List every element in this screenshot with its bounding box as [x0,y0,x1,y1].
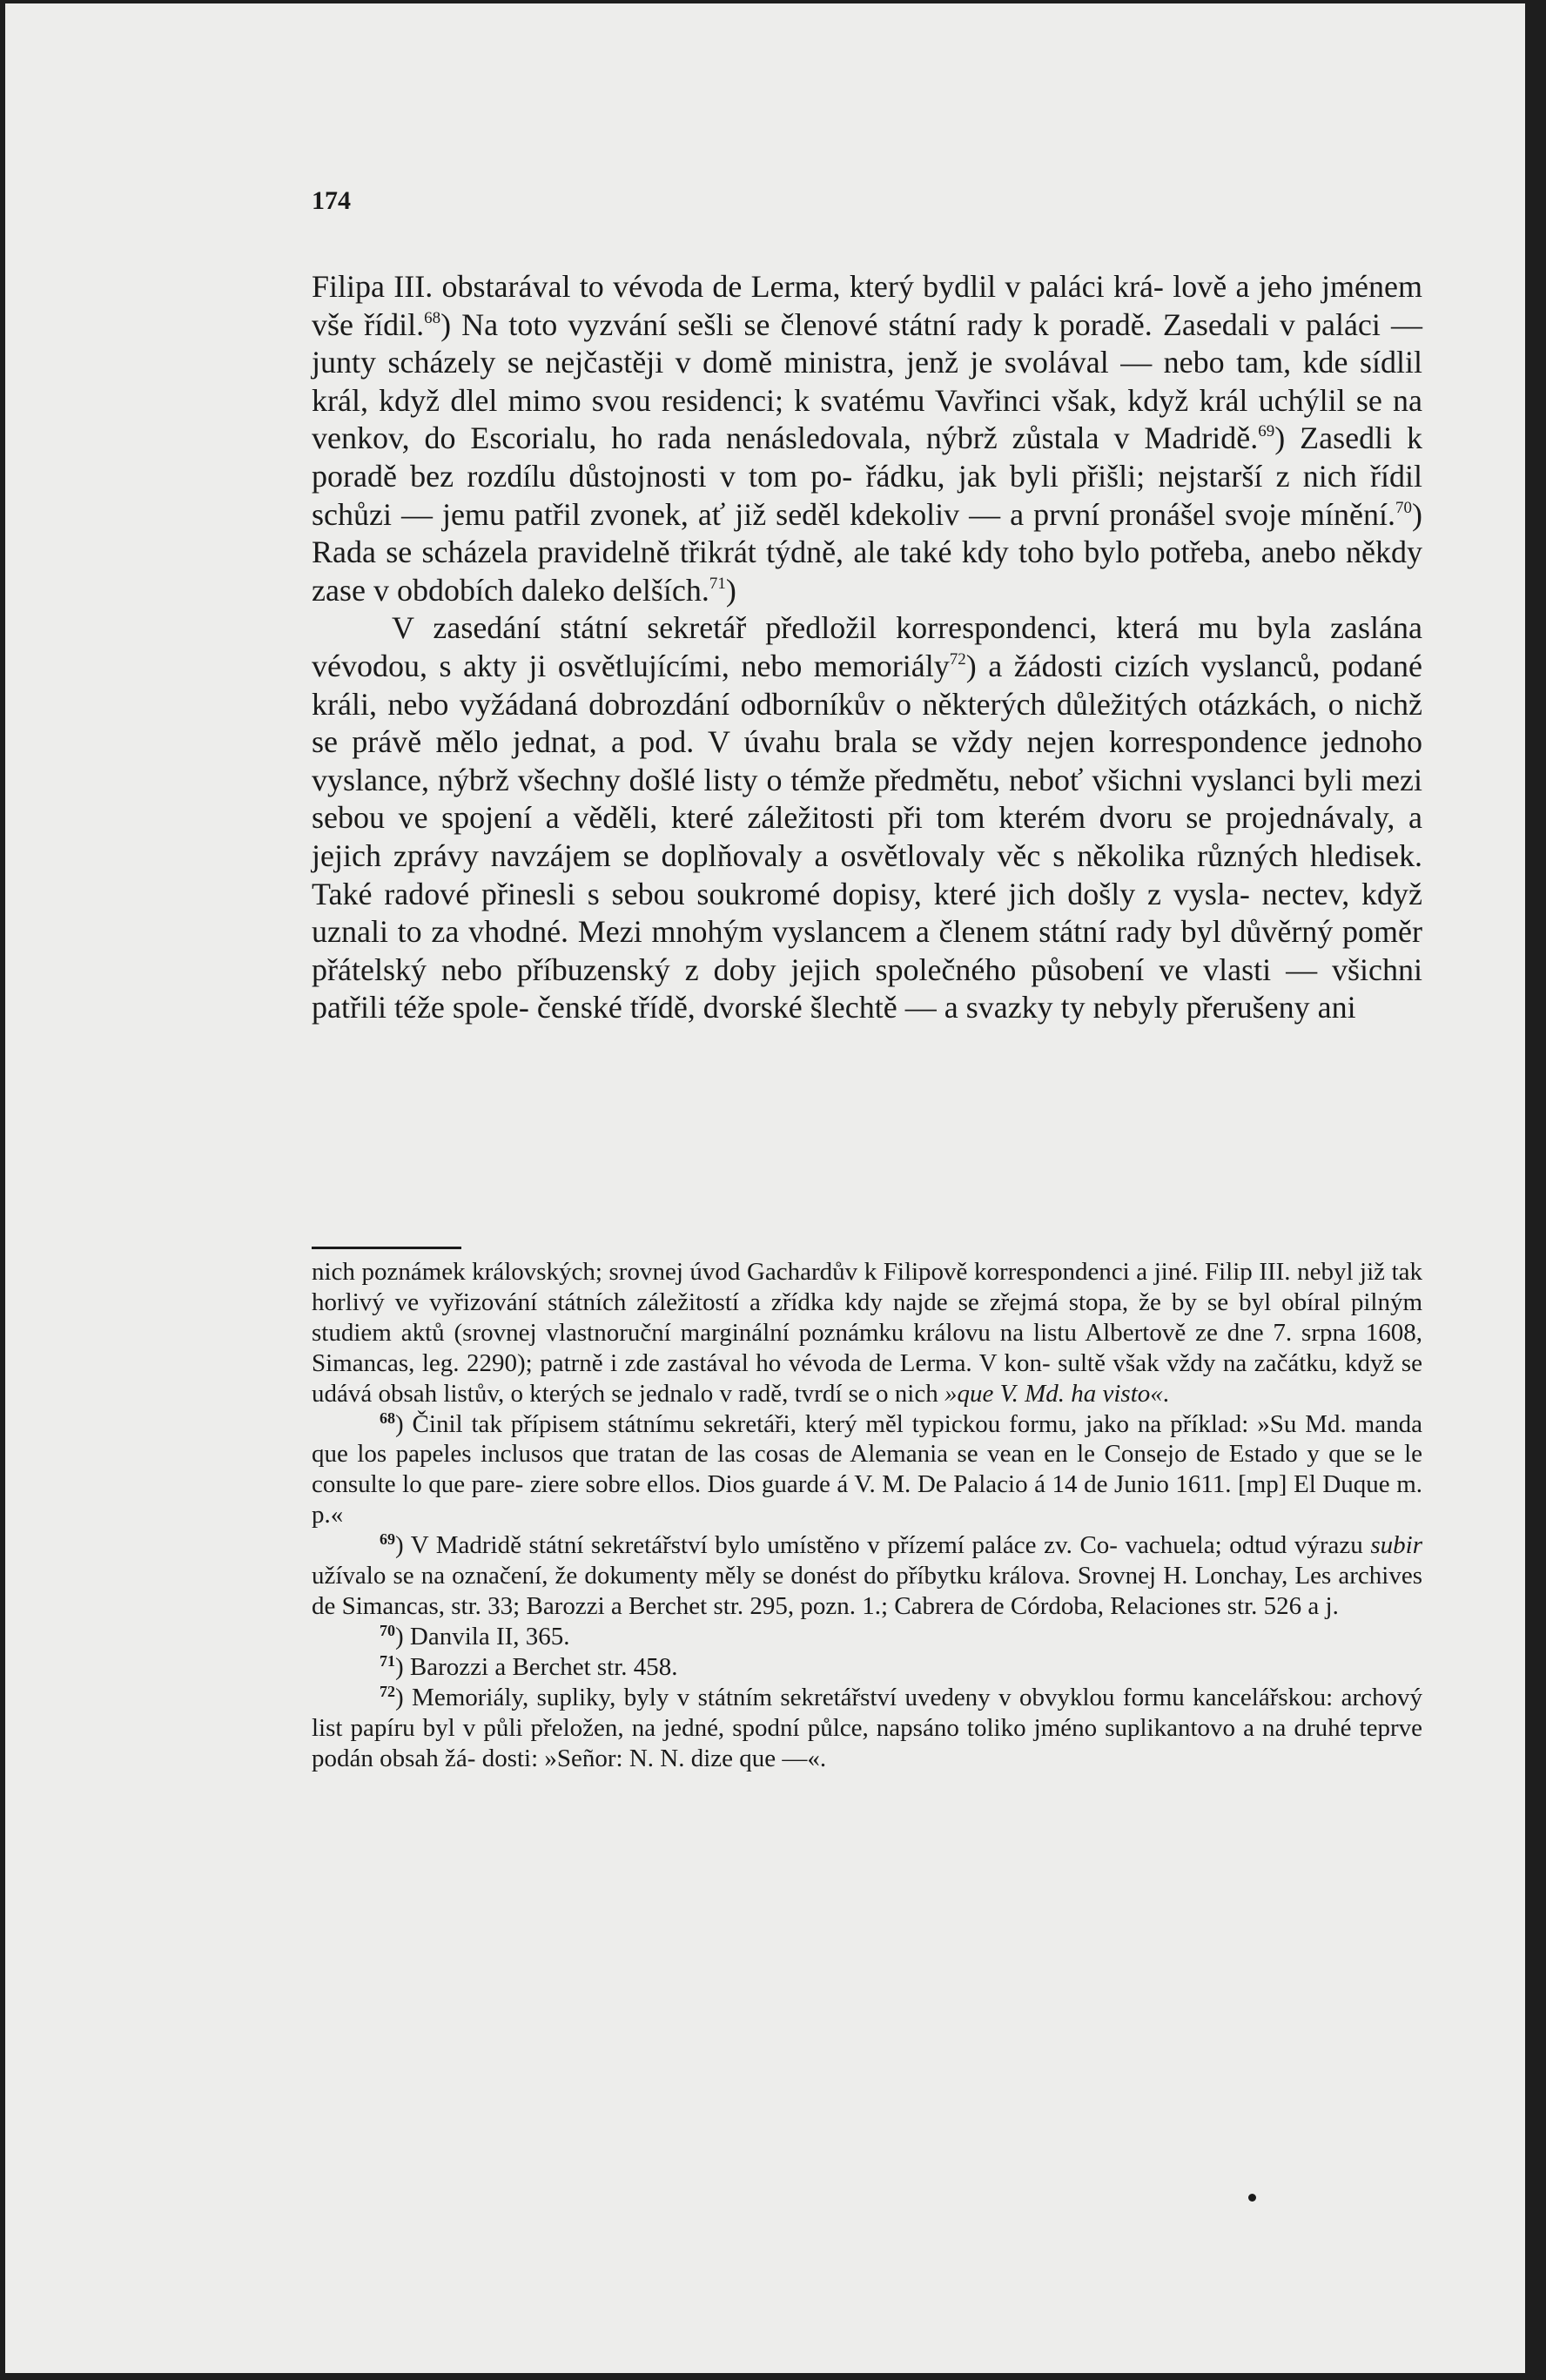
text-line: řádku, jak byli přišli; nejstarší z nich řídil schůzi — jemu patřil [312,458,1422,532]
note-line: sultě však vždy na začátku, když se udává obsah listův, o kterých se jednalo [312,1348,1422,1408]
note-line: El Duque m. p.« [312,1470,1422,1530]
note-line: ziere sobre ellos. Dios guarde á V. M. De Palacio á 14 de Junio 1611. [mp] [529,1470,1287,1499]
text-line: radové přinesli s sebou soukromé dopisy, které jich došly z vysla- [384,876,1250,911]
main-text [312,268,1422,1027]
page-number: 174 [312,186,351,215]
footnote-71 [312,1652,1422,1683]
footnote-number: 71 [380,1651,395,1670]
footnote-72 [312,1683,1422,1774]
note-line: formu kancelářskou: archový list papíru byl v půli přeložen, na jedné, spodní [312,1683,1422,1742]
text-line: jednat, a pod. V úvahu brala se vždy nejen korrespondence jednoho [512,724,1423,760]
note-line: ) Činil tak přípisem státnímu sekretáři, který měl typickou formu, jako [395,1409,1130,1438]
text-line: V zasedání státní sekretář předložil korrespondenci, která mu [392,610,1239,646]
note-line: vachuela; odtud výrazu [1125,1531,1371,1560]
note-line: dosti: »Señor: N. N. dize que —«. [481,1744,827,1772]
note-line: nich poznámek královských; srovnej úvod Gachardův k Filipově korrespondenci [312,1258,1130,1286]
note-line: vlastnoruční marginální poznámku královu na listu Albertově ze dne 7. srpna [546,1318,1356,1347]
text-line: vyslance, nýbrž všechny došlé listy o témže předmětu, neboť všichni [312,762,1183,797]
note-line: ) Memoriály, supliky, byly v státním sekretářství uvedeny v obvyklou [395,1683,1115,1711]
ink-dot [1248,2194,1256,2202]
note-line: ) Danvila II, 365. [395,1622,570,1651]
paragraph-2 [312,609,1422,1027]
text-line: ) [965,648,977,683]
text-line: státní rady k poradě. Zasedali v paláci — junty scházely se nejčastěji [312,306,1422,380]
text-line: potřeba, anebo někdy zase v obdobích daleko delších. [312,534,1422,608]
footnote-number: 70 [380,1621,395,1639]
text-line: v domě ministra, jenž je svolával — nebo tam, kde sídlil král, když [312,345,1422,418]
note-line: ) V Madridě státní sekretářství bylo umístěno v přízemí paláce zv. Co- [395,1531,1118,1560]
text-line: byla zaslána vévodou, s akty ji osvětlujícími, nebo memoriály [312,610,1423,683]
footnote-70 [312,1622,1422,1652]
footnote-ref: 72 [949,649,966,669]
note-line: 1608, Simancas, leg. 2290); patrně i zde zastával ho vévoda de Lerma. V kon- [312,1318,1422,1377]
footnote-ref: 68 [424,308,441,327]
note-line: str. 526 a j. [1227,1591,1339,1620]
note-italic: »que V. Md. ha visto« [944,1379,1163,1408]
note-line: ) Barozzi a Berchet str. 458. [395,1652,678,1681]
text-line: lově a jeho jménem vše řídil. [312,269,1423,342]
text-line: ) Na toto vyzvání sešli se členové [440,306,878,342]
footnote-number: 68 [380,1409,395,1427]
footnote-ref: 71 [709,574,726,593]
footnote-number: 72 [380,1682,395,1700]
text-line: jejich společného působení ve vlasti — všichni patřili téže spole- [312,951,1423,1025]
text-line: ) [1412,496,1422,532]
footnote-number: 69 [380,1530,395,1549]
note-line: půlce, napsáno toliko jméno suplikantovo a na druhé teprve podán obsah žá- [312,1713,1423,1772]
text-line: vyslanci byli mezi sebou ve spojení a věděli, které záležitosti při [312,762,1423,836]
note-italic: subir [1370,1531,1422,1560]
footnotes [312,1257,1422,1773]
footnote-68 [312,1409,1422,1531]
note-line: kdy najde se zřejmá stopa, že by se byl obíral pilným studiem aktů (srovnej [312,1287,1423,1347]
text-line: čenské třídě, dvorské šlechtě — a svazky ty nebyly přerušeny ani [536,990,1356,1025]
note-line: str. 33; Barozzi a Berchet str. 295, pozn. 1.; Cabrera de Córdoba, Relaciones [451,1591,1221,1620]
note-line: v radě, tvrdí se o nich [719,1379,944,1408]
paragraph-1 [312,268,1422,609]
note-line: . [1162,1379,1169,1408]
note-line: de Alemania se vean en le Consejo de Estado y que se le consulte lo que pare- [312,1440,1422,1499]
text-line: doplňovaly a osvětlovaly věc s několika různých hledisek. Také [312,837,1422,911]
text-line: ) Zasedli k poradě bez rozdílu důstojnosti v tom po- [312,420,1422,494]
text-line: zvonek, ať již seděl kdekoliv — a první pronášel svoje mínění. [589,496,1395,532]
text-line: dlel mimo svou residenci; k svatému Vavřinci však, když král uchýlil [450,382,1346,418]
note-line: donést do příbytku králova. Srovnej H. Lonchay, Les archives de Simancas, [312,1562,1422,1620]
text-line: se na venkov, do Escorialu, ho rada nenásledovala, nýbrž zůstala [312,382,1423,456]
text-line: Filipa III. obstarával to vévoda de Lerma, který bydlil v paláci krá- [312,269,1164,304]
footnote-continuation [312,1257,1422,1409]
footnote-ref: 70 [1395,498,1412,517]
text-line: Rada se scházela pravidelně třikrát týdně, ale také kdy toho bylo [312,534,1140,570]
note-line: na příklad: »Su Md. manda que los papeles inclusos que tratan de las cosas [312,1409,1422,1469]
footnote-ref: 69 [1258,422,1275,441]
text-line: v Madridě. [1113,420,1259,456]
footnote-separator [312,1247,461,1249]
text-line: odborníkův o některých důležitých otázkách, o nichž se právě mělo [312,686,1423,760]
book-page [5,3,1525,2373]
note-line: užívalo se na označení, že dokumenty měly se [312,1562,784,1590]
text-line: státní rady byl důvěrný poměr přátelský nebo příbuzenský z doby [312,914,1422,987]
text-line: ) [725,572,736,608]
note-line: a jiné. Filip III. nebyl již tak horlivý ve vyřizování státních záležitostí a zřídka [312,1258,1423,1316]
text-line: nectev, když uznali to za vhodné. Mezi mnohým vyslancem a členem [312,876,1423,950]
footnote-69 [312,1530,1422,1622]
text-line: a žádosti cizích vyslanců, podané králi, nebo vyžádaná dobrozdání [312,648,1422,722]
text-line: tom kterém dvoru se projednávaly, a jejich zprávy navzájem se [312,800,1422,873]
